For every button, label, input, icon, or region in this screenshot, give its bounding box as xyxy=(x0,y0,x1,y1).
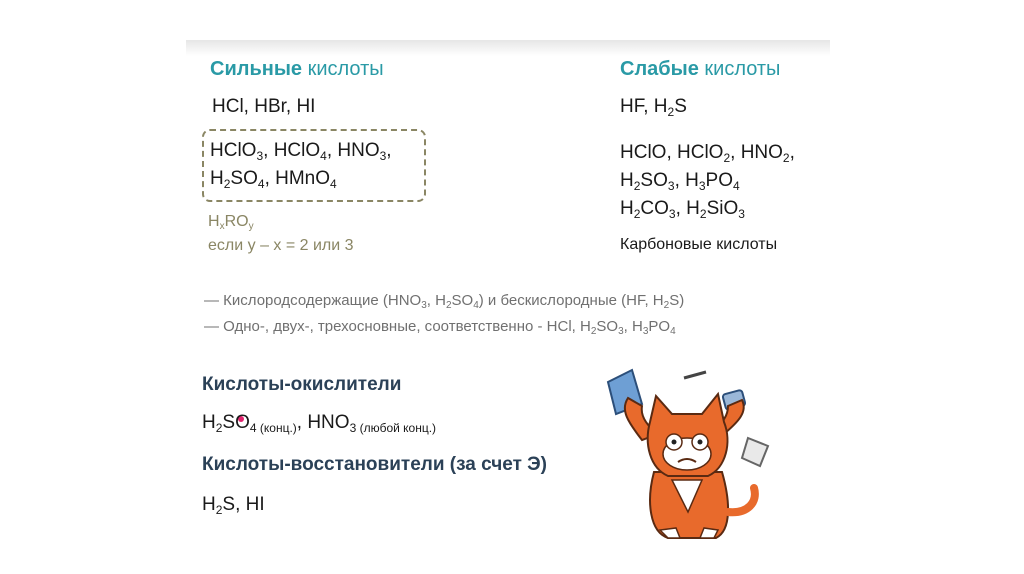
strong-acids-line1: HCl, HBr, HI xyxy=(212,96,316,117)
weak-acids-line1: HF, $H_2S$ xyxy=(620,96,687,119)
slide-top-shadow xyxy=(186,40,830,56)
pencil-icon xyxy=(684,372,706,378)
oxidizer-acids-heading: Кислоты-окислители xyxy=(202,374,402,395)
strong-acids-box-line1: HClO$_3$, HClO$_4$, $HNO_3$, xyxy=(210,140,392,163)
strong-acids-heading: Сильные кислоты xyxy=(210,58,384,80)
oxoacid-rule-formula: $H_xRO_y$ xyxy=(208,213,254,232)
weak-acids-line2: HClO, HClO$_2$, $HNO_2$, xyxy=(620,142,795,165)
carboxylic-acids-label: Карбоновые кислоты xyxy=(620,236,778,253)
oxidizer-acids-formula: $H_2SO_{4 (конц.)}$, $HNO_{3 (любой конц.)}$ xyxy=(202,412,437,435)
note-basicity: — Одно-, двух-, трехосновные, соответственно - HCl, $H_2SO_3$, $H_3PO_4$ xyxy=(204,318,676,337)
note-oxygen-containing: — Кислородсодержащие ($HNO_3$, $H_2SO_4$) и бескислородные (HF, $H_2S$) xyxy=(204,292,685,311)
paper-sheet-icon xyxy=(742,438,768,466)
strong-acids-box-line2: $H_2SO_4$, HMnO$_4$ xyxy=(210,168,337,191)
reducer-acids-heading: Кислоты-восстановители (за счет Э) xyxy=(202,454,548,475)
stressed-cat-illustration xyxy=(598,362,776,540)
slide xyxy=(186,40,830,545)
weak-acids-heading: Слабые кислоты xyxy=(620,58,781,80)
weak-acids-line4: $H_2CO_3$, $H_2SiO_3$ xyxy=(620,198,745,221)
reducer-acids-formula: $H_2S$, HI xyxy=(202,494,265,517)
weak-acids-line3: $H_2SO_3$, $H_3PO_4$ xyxy=(620,170,740,193)
oxoacid-rule-text: если y – x = 2 или 3 xyxy=(208,237,354,254)
